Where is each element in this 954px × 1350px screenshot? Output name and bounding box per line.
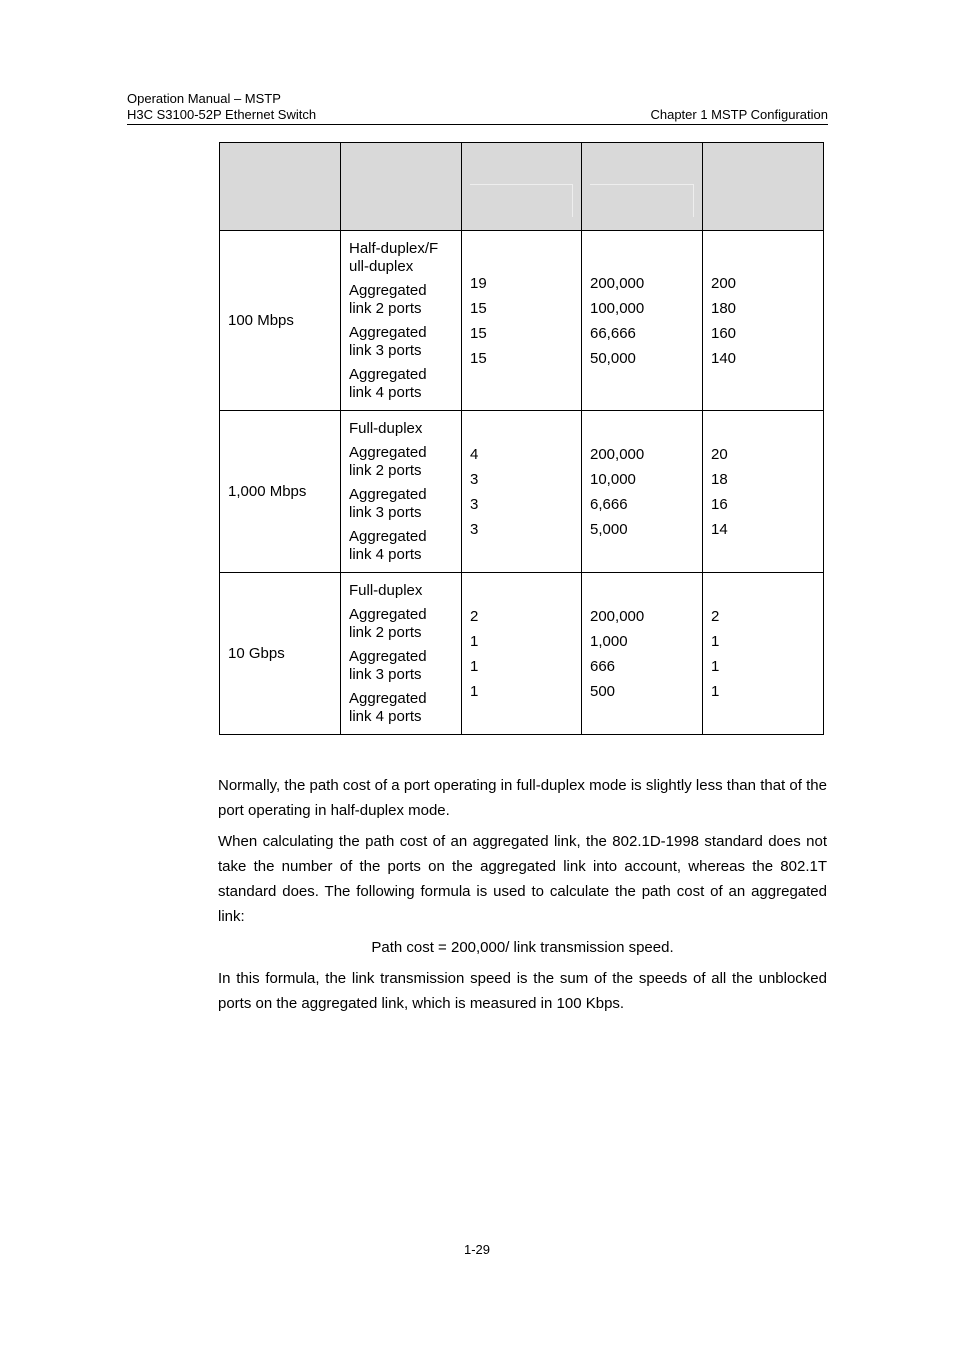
value: 3 [470, 470, 479, 488]
duplex-item: Full-duplex [349, 419, 423, 437]
duplex-item: Full-duplex [349, 581, 423, 599]
value: 200,000 [590, 445, 645, 463]
value: 180 [711, 299, 737, 317]
value: 2 [711, 607, 720, 625]
value: 50,000 [590, 349, 636, 367]
value: 1 [470, 657, 479, 675]
duplex-item: Aggregated link 3 ports [349, 647, 427, 683]
duplex-item: Aggregated link 2 ports [349, 281, 427, 317]
header-manual-title [127, 91, 316, 123]
path-cost-formula: Path cost = 200,000/ link transmission speed. [371, 939, 674, 956]
duplex-item: Aggregated link 3 ports [349, 323, 427, 359]
value: 3 [470, 495, 479, 513]
value: 18 [711, 470, 728, 488]
value-cell [462, 573, 582, 735]
header-cell [582, 143, 703, 231]
value: 2 [470, 607, 479, 625]
duplex-item: Aggregated link 4 ports [349, 527, 427, 563]
value: 200,000 [590, 274, 645, 292]
table-row [220, 411, 824, 573]
value-cell [582, 231, 703, 411]
value-cell [462, 411, 582, 573]
value: 666 [590, 657, 616, 675]
value-cell [462, 231, 582, 411]
value: 4 [470, 445, 479, 463]
value: 19 [470, 274, 487, 292]
value: 1,000 [590, 632, 628, 650]
value: 1 [470, 632, 479, 650]
value: 1 [711, 682, 720, 700]
value: 15 [470, 324, 487, 342]
value-cell [703, 231, 824, 411]
value: 200 [711, 274, 737, 292]
value: 16 [711, 495, 728, 513]
rate-cell: 10 Gbps [220, 573, 341, 735]
header-cell [220, 143, 341, 231]
header-line-1: Operation Manual – MSTP [127, 91, 281, 106]
paragraph-transmission-speed: In this formula, the link transmission speed is the sum of the speeds of all the unblocked ports on the aggregated link, which is measured in 100 Kbps. [218, 970, 827, 1012]
paragraph-full-duplex: Normally, the path cost of a port operating in full-duplex mode is slightly less than that of the port operating in half-duplex mode. [218, 777, 827, 819]
body-text [218, 773, 827, 1022]
value: 200,000 [590, 607, 645, 625]
value: 100,000 [590, 299, 645, 317]
rate-cell: 1,000 Mbps [220, 411, 341, 573]
value-cell [582, 411, 703, 573]
table-row [220, 231, 824, 411]
value: 66,666 [590, 324, 636, 342]
header-chapter: Chapter 1 MSTP Configuration [650, 107, 828, 122]
value: 5,000 [590, 520, 628, 538]
paragraph-aggregated-link: When calculating the path cost of an aggregated link, the 802.1D-1998 standard does not take the number of the ports on the aggregated link into account, whereas the 802.1T standard does. The following formula is used to calculate the path cost of an aggregated link: [218, 833, 827, 925]
duplex-item: Aggregated link 2 ports [349, 443, 427, 479]
duplex-item: Half-duplex/F ull-duplex [349, 239, 439, 275]
header-line-2: H3C S3100-52P Ethernet Switch [127, 107, 317, 122]
value-cell [582, 573, 703, 735]
header-cell [341, 143, 462, 231]
table-row [220, 573, 824, 735]
value: 14 [711, 520, 728, 538]
value: 20 [711, 445, 728, 463]
duplex-cell [341, 411, 462, 573]
value-cell [703, 411, 824, 573]
header-cell [462, 143, 582, 231]
duplex-item: Aggregated link 4 ports [349, 365, 427, 401]
duplex-cell [341, 231, 462, 411]
value: 500 [590, 682, 616, 700]
table-header-row [220, 143, 824, 231]
duplex-item: Aggregated link 3 ports [349, 485, 427, 521]
value: 1 [711, 657, 720, 675]
value-cell [703, 573, 824, 735]
duplex-item: Aggregated link 4 ports [349, 689, 427, 725]
value: 160 [711, 324, 737, 342]
path-cost-table [219, 142, 824, 735]
value: 1 [711, 632, 720, 650]
value: 6,666 [590, 495, 628, 513]
value: 15 [470, 299, 487, 317]
duplex-item: Aggregated link 2 ports [349, 605, 427, 641]
value: 10,000 [590, 470, 636, 488]
value: 1 [470, 682, 479, 700]
page-number: 1-29 [463, 1242, 491, 1257]
value: 15 [470, 349, 487, 367]
header-divider [127, 124, 828, 125]
header-cell [703, 143, 824, 231]
duplex-cell [341, 573, 462, 735]
rate-cell: 100 Mbps [220, 231, 341, 411]
value: 140 [711, 349, 737, 367]
value: 3 [470, 520, 479, 538]
